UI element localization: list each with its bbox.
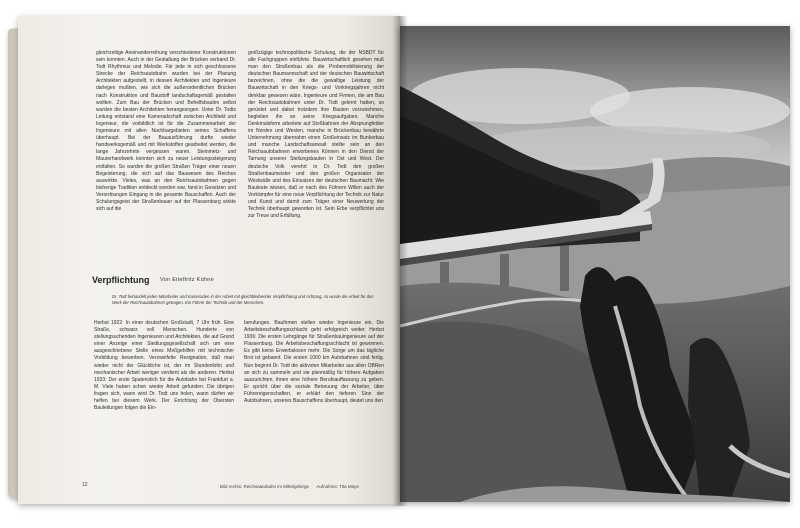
text-column-bottom-left: Herbst 1922: In einer deutschen Großstadt, 7 Uhr früh. Eine Straße, schwarz voll Menschen. Hunderte von stellungsuchenden Ingenieuren und Architekten, die auf Grund einer Anzeige einer Siedlungsgesellschaft sich um eine ausgeschriebene Stelle eines Meßgehilfen mit technischer Vorbildung bewerben. Verzweifelte Resignation, daß man wieder nicht der Glückliche ist, der im Stundenlohn und mechanischer Arbeit weniger verdient als die anderen. Herbst 1933: Der erste Spatenstich für die Autobahn bei Frankfurt a. M. Viele haben schon wieder Arbeit gefunden. Die übrigen fragen sich, wann wird Dr. Todt uns holen, wann dürfen wir helfen bei diesem Werk. Der Errichtung der Obersten Bauleitungen folgen die Ein-	[94, 320, 234, 412]
bridge-pillar	[560, 246, 569, 291]
article-heading: Verpflichtung	[92, 275, 150, 285]
text-column-top-left: gleichzeitige Aneinanderreihung verschiedener Konstruktionen sein konnten. Auch in der Gestaltung der Brücken verband Dr. Todt Rhythmus und Melodie. Für jede in sich geschlossene Strecke der Reichsautobahn wurden bei der Planung Architekten aufgestellt, in dessen Architekten und Ingenieure darlegen mußten, wie sich die außerordentlichen Brücken nach Konstruktion und Baustoff landschaftsgemäß gestalten wollten. Zum Bau der Brücken und Behelfsbauten selbst wurden die besten Architekten herangezogen. Unter Dr. Todts Leitung entstand eine Kameradschaft zwischen Architekt und Ingenieur, die vorbildlich ist für die Zusammenarbeit der Ingenieure mit allen Nachbargebieten seines Schaffens überhaupt. Bei der Bauausführung durfte wieder handwerksgemäß und mit Werkstoffen gearbeitet werden, die lange Jahrzehnte vergessen waren. Steinmetz- und Maurerhandwerk konnten sich zu neuer Leistungssteigerung entfalten. So wurden die großen Straßen Träger einer neuen Begeisterung, die sich auf das Bauwesen des Reiches auswirkte. Vieles, was an den Reichsautobahnen gegen bisherige Tradition entdeckt worden war, fand in Gesetzen und Verordnungen Eingang in die gesamte Bauschaffen. Auch der Schulungsgeist der Straßenbauer auf der Plassenburg wirkte sich auf die	[96, 50, 236, 213]
right-page-photo	[400, 26, 790, 502]
caption-credit: Aufnahme: Tita Maye	[316, 484, 359, 489]
autobahn-landscape-photo	[400, 26, 790, 502]
text-column-top-right: großzügige technopolitische Schulung, die der NSBDT für alle Fachgruppen einführte. Bauwirtschaftlich gesehen muß man den Straßenbau als die Probemobilisierung der deutschen Baumannschaft und der deutschen Bauwirtschaft bezeichnen, ohne die die gewaltige Leistung der Bauwirtschaft in den Kriegs- und Vorkriegsjahren nicht denkbar gewesen wäre. Ingenieure und Firmen, die am Bau der Reichsautobahnen unter Dr. Todt gelernt hatten, so gerüstet und dabei trotzdem ihre Bauten vorzunehmen, begleiten ihn an seine Kriegsaufgaben. Manche Denkmalsform arbeitete auf Stoßbahnen der Absprungfelder im Norden und Westen, manche in Brückenbau bewährte Unternehmung übernahm einen Großeinsatz im Bunkerbau und manche Landschaftsanwalt stellte sein an den Reichsautobahnen erworbenes Können in den Dienst der Tarnung unserer Stellungsbauten in Ost und West. Der deutsche Volk verehrt in Dr. Todt den großen Straßenbaumeister und den großen Organisator der Westwälle und des Einsatzes der deutschen Baumacht. Wie Bauleute wissen, daß er nach des Führers Willen auch der Vorkämpfer für eine neue Verpflichtung der Technik zur Natur und Kunst und damit zum Träger einer Neuwertung der Technik überhaupt geworden ist. Sein Erbe verpflichtet uns zur Treue und Erfüllung.	[248, 50, 384, 220]
article-intro: Dr. Todt behandelt jeden Mitarbeiter und Kameraden in der Arbeit mit gleichbleibender Verpflichtung und Achtung, so wurde die Arbeit für das Werk der Reichsautobahnen getragen. Ein Führer der Technik und der Menschen.	[112, 294, 374, 305]
book-gutter	[392, 16, 408, 506]
photo-caption	[220, 484, 359, 489]
caption-text: Bild rechts: Reichsautobahn im Mittelgebirge	[220, 484, 310, 489]
text-column-bottom-right: berufungen. Baufirmen stellen wieder Ingenieure ein. Die Arbeitsbeschaffungsschlacht geht erfolgreich weiter. Herbst 1936: Die ersten Lehrgänge für Straßenbauingenieure auf der Plassenburg. Die Arbeitsbeschaffungsschlacht ist gewonnen. Es gibt keine Erwerbslosen mehr. Die Sorge um das tägliche Brot ist gebannt. Die ersten 1000 km Autobahnen sind fertig. Nun beginnt Dr. Todt die aktivsten Mitarbeiter aus allen OBRen an sich zu sammeln und sie planmäßig für höhere Aufgaben auszurichten, ihnen eine höhere Berufsauffassung zu geben. Er spricht über die soziale Betreuung der Arbeiter, über Führereigenschaften, er erklärt den tieferen Sinn der Autobahnen, unseres Bauschaffens überhaupt, deutet uns den	[244, 320, 384, 405]
page-number: 12	[82, 482, 88, 488]
article-byline: Von Eitelfritz Kühne	[160, 277, 215, 283]
